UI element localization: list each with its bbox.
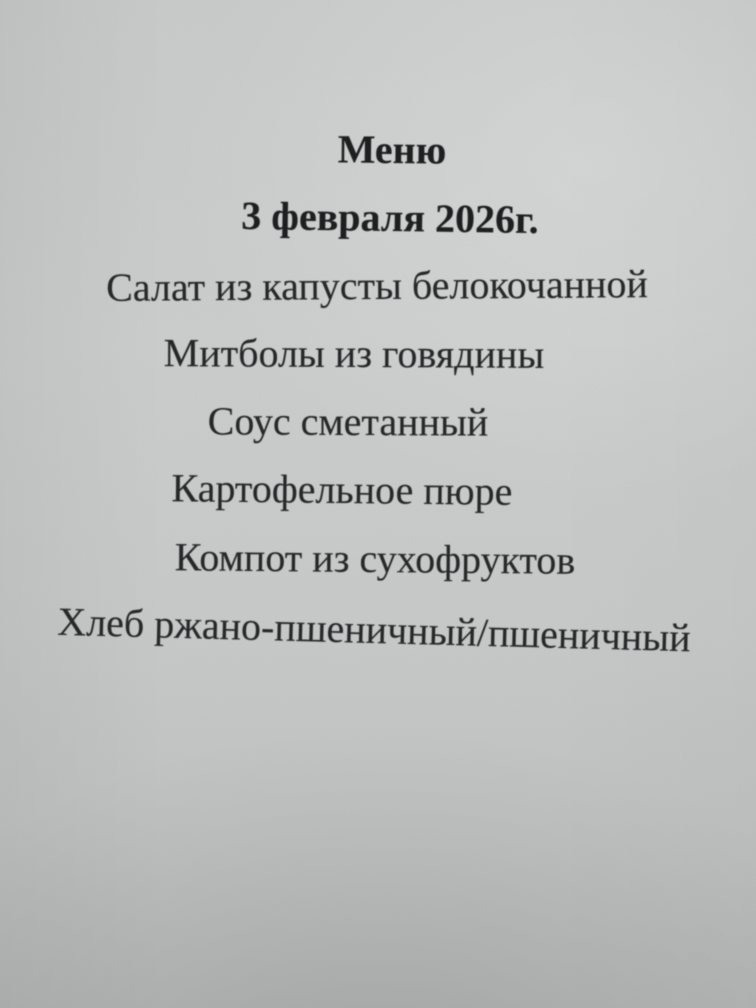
menu-text-block (0, 116, 756, 666)
menu-item-sauce: Соус сметанный (207, 398, 489, 445)
menu-item-bread: Хлеб ржано-пшеничный/пшеничный (56, 598, 692, 661)
menu-item-puree: Картофельное пюре (171, 465, 513, 514)
menu-item-salad: Салат из капусты белокочанной (105, 261, 649, 310)
menu-item-kompot: Компот из сухофруктов (174, 534, 576, 583)
menu-title: Меню (337, 126, 447, 173)
menu-date: 3 февраля 2026г. (241, 192, 539, 243)
menu-item-meatballs: Митболы из говядины (163, 330, 545, 377)
